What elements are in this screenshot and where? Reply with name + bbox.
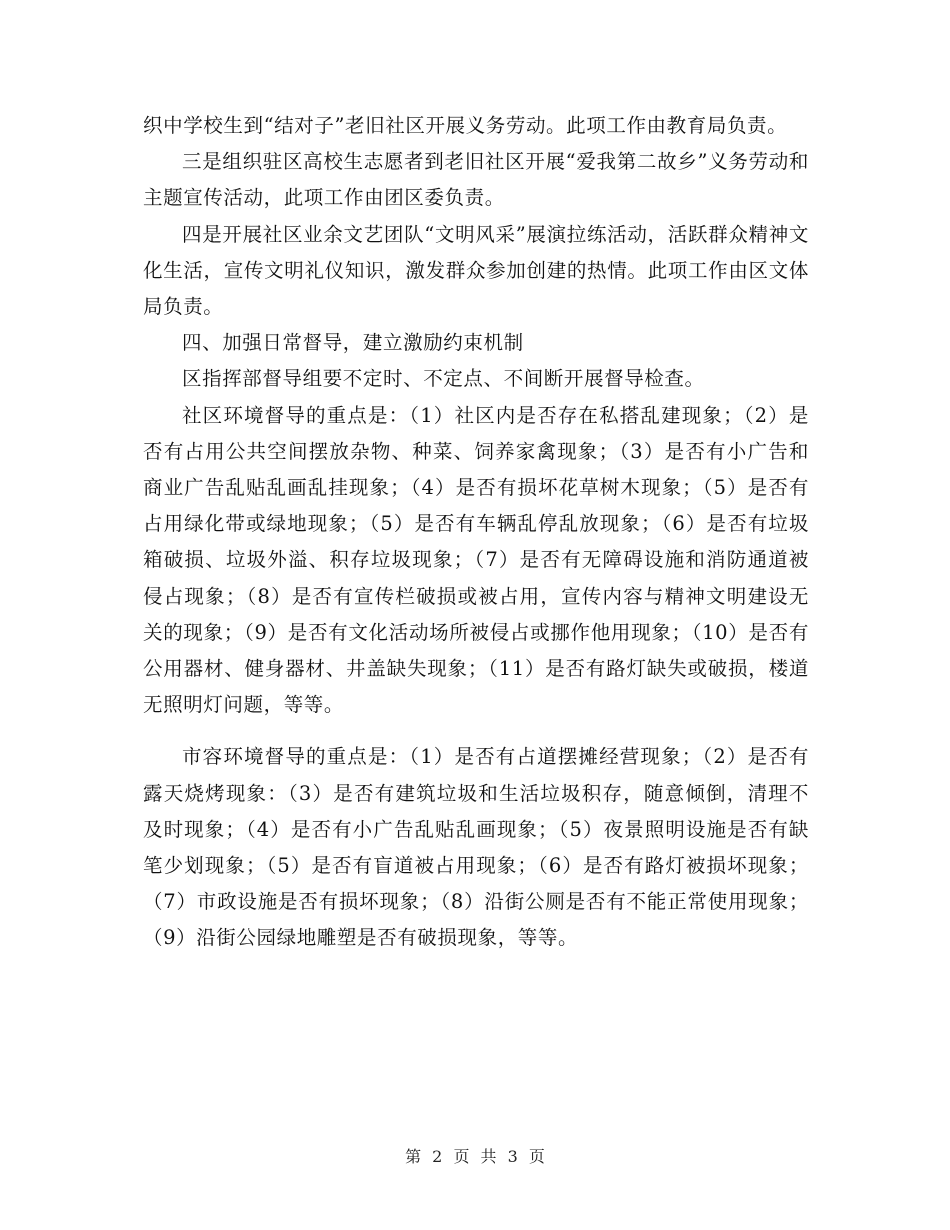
document-body [143, 108, 809, 957]
paragraph-city-environment: 市容环境督导的重点是：（1）是否有占道摆摊经营现象；（2）是否有露天烧烤现象：（3）是否有建筑垃圾和生活垃圾积存，随意倾倒，清理不及时现象；（4）是否有小广告乱贴乱画现象；（5）夜景照明设施是否有缺笔少划现象；（5）是否有盲道被占用现象；（6）是否有路灯被损坏现象；（7）市政设施是否有损坏现象；（8）沿街公厕是否有不能正常使用现象；（9）沿街公园绿地雕塑是否有破损现象，等等。 [143, 745, 809, 950]
paragraph-community-environment: 社区环境督导的重点是：（1）社区内是否存在私搭乱建现象；（2）是否有占用公共空间摆放杂物、种菜、饲养家禽现象；（3）是否有小广告和商业广告乱贴乱画乱挂现象；（4）是否有损坏花草树木现象；（5）是否有占用绿化带或绿地现象；（5）是否有车辆乱停乱放现象；（6）是否有垃圾箱破损、垃圾外溢、积存垃圾现象；（7）是否有无障碍设施和消防通道被侵占现象；（8）是否有宣传栏破损或被占用，宣传内容与精神文明建设无关的现象；（9）是否有文化活动场所被侵占或挪作他用现象；（10）是否有公用器材、健身器材、井盖缺失现象；（11）是否有路灯缺失或破损，楼道无照明灯问题，等等。 [143, 403, 809, 717]
paragraph-item-three: 三是组织驻区高校生志愿者到老旧社区开展“爱我第二故乡”义务劳动和主题宣传活动，此项工作由团区委负责。 [143, 150, 809, 210]
page-number-footer: 第 2 页 共 3 页 [405, 1147, 545, 1166]
section-heading: 四、加强日常督导，建立激励约束机制 [182, 331, 524, 355]
paragraph-supervision-intro: 区指挥部督导组要不定时、不定点、不间断开展督导检查。 [182, 367, 705, 391]
paragraph-item-four: 四是开展社区业余文艺团队“文明风采”展演拉练活动，活跃群众精神文化生活，宣传文明礼仪知识，激发群众参加创建的热情。此项工作由区文体局负责。 [143, 222, 809, 319]
paragraph-continued: 织中学校生到“结对子”老旧社区开展义务劳动。此项工作由教育局负责。 [143, 114, 788, 137]
